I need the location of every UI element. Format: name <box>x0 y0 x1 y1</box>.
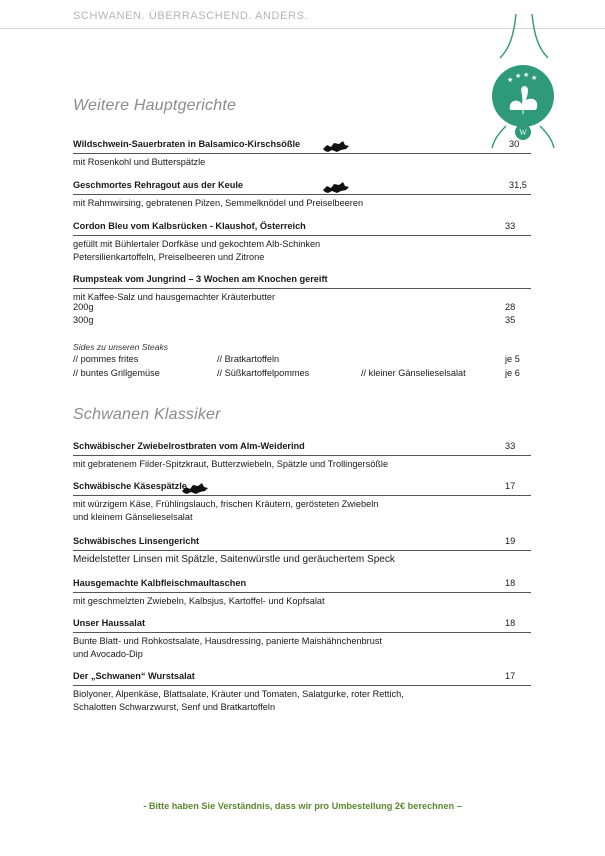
dish-name: Rumpsteak vom Jungrind – 3 Wochen am Knochen gereift <box>73 274 328 284</box>
side-item: // kleiner Gänselieselsalat <box>361 368 466 378</box>
dish-name: Wildschwein-Sauerbraten in Balsamico-Kirschsößle <box>73 139 301 149</box>
dish-price: 33 <box>505 221 516 231</box>
dish-price: 17 <box>505 671 516 681</box>
dish-description: mit geschmelzten Zwiebeln, Kalbsjus, Kartoffel- und Kopfsalat <box>73 596 325 606</box>
sides-caption: Sides zu unseren Steaks <box>73 342 169 352</box>
svg-text:★: ★ <box>523 71 530 79</box>
dish-description: mit gebratenem Filder-Spitzkraut, Butterzwiebeln, Spätzle und Trollingersößle <box>73 459 389 469</box>
dish-description: und kleinem Gänselieselsalat <box>73 511 193 522</box>
menu-item <box>73 481 531 523</box>
menu-item <box>73 618 531 660</box>
dish-description: mit Rahmwirsing, gebratenen Pilzen, Semmelknödel und Preiselbeeren <box>73 198 364 208</box>
swan-emblem-icon <box>488 14 558 148</box>
dish-name: Hausgemachte Kalbfleischmaultaschen <box>73 578 247 588</box>
steak-price: 28 <box>505 302 516 312</box>
side-item: // buntes Grillgemüse <box>73 368 160 378</box>
dish-description: Meidelstetter Linsen mit Spätzle, Saitenwürstle und geräuchertem Speck <box>73 554 395 565</box>
menu-item <box>73 536 531 566</box>
lion-icon <box>180 481 210 500</box>
lion-icon <box>321 180 351 199</box>
dish-name: Schwäbischer Zwiebelrostbraten vom Alm-Weiderind <box>73 441 305 451</box>
footer-note: - Bitte haben Sie Verständnis, dass wir pro Umbestellung 2€ berechnen – <box>143 801 462 811</box>
dish-description: Biolyoner, Alpenkäse, Blattsalate, Kräuter und Tomaten, Salatgurke, roter Rettich, <box>73 689 404 699</box>
dish-name: Schwäbische Käsespätzle <box>73 481 187 491</box>
side-item: // pommes frites <box>73 354 139 364</box>
dish-price: 18 <box>505 618 516 628</box>
menu-item <box>73 671 531 713</box>
side-item: // Bratkartoffeln <box>217 354 280 364</box>
menu-item <box>73 221 531 263</box>
svg-text:★: ★ <box>531 74 538 82</box>
menu-item <box>73 180 531 210</box>
side-price: je 6 <box>505 368 520 378</box>
dish-name: Unser Haussalat <box>73 618 146 628</box>
dish-name: Cordon Bleu vom Kalbsrücken - Klaushof, Österreich <box>73 221 306 231</box>
menu-item <box>73 441 531 471</box>
svg-text:★: ★ <box>515 72 522 80</box>
menu-item <box>73 578 531 608</box>
steak-price: 35 <box>505 315 516 325</box>
side-item: // Süßkartoffelpommes <box>217 368 310 378</box>
side-price: je 5 <box>505 354 520 364</box>
logo-monogram: W <box>519 128 527 137</box>
dish-description: gefüllt mit Bühlertaler Dorfkäse und gekochtem Alb-Schinken <box>73 239 321 249</box>
section-title-schwanen-klassiker: Schwanen Klassiker <box>73 406 221 423</box>
dish-name: Der „Schwanen“ Wurstsalat <box>73 671 195 681</box>
dish-price: 33 <box>505 441 516 451</box>
menu-item <box>73 139 531 169</box>
dish-description: Petersilienkartoffeln, Preiselbeeren und Zitrone <box>73 251 265 262</box>
dish-description: mit Rosenkohl und Butterspätzle <box>73 157 206 167</box>
dish-price: 18 <box>505 578 516 588</box>
dish-price: 17 <box>505 481 516 491</box>
dish-description: mit Kaffee-Salz und hausgemachter Kräuterbutter <box>73 292 276 302</box>
section-title-weitere-hauptgerichte: Weitere Hauptgerichte <box>73 97 237 114</box>
dish-price: 31,5 <box>509 180 527 190</box>
tagline: SCHWANEN. ÜBERRASCHEND. ANDERS. <box>73 10 309 22</box>
steak-weight: 200g <box>73 302 94 312</box>
dish-description: Schalotten Schwarzwurst, Senf und Bratkartoffeln <box>73 701 276 712</box>
dish-name: Geschmortes Rehragout aus der Keule <box>73 180 244 190</box>
dish-description: und Avocado-Dip <box>73 648 143 659</box>
menu-item <box>73 274 531 304</box>
steak-weight: 300g <box>73 315 94 325</box>
svg-text:★: ★ <box>507 76 514 84</box>
lion-icon <box>321 139 351 158</box>
dish-price: 19 <box>505 536 516 546</box>
dish-name: Schwäbisches Linsengericht <box>73 536 200 546</box>
dish-price: 30 <box>509 139 520 149</box>
dish-description: Bunte Blatt- und Rohkostsalate, Hausdressing, panierte Maishähnchenbrust <box>73 636 382 646</box>
dish-description: mit würzigem Käse, Frühlingslauch, frischen Kräutern, gerösteten Zwiebeln <box>73 499 379 509</box>
